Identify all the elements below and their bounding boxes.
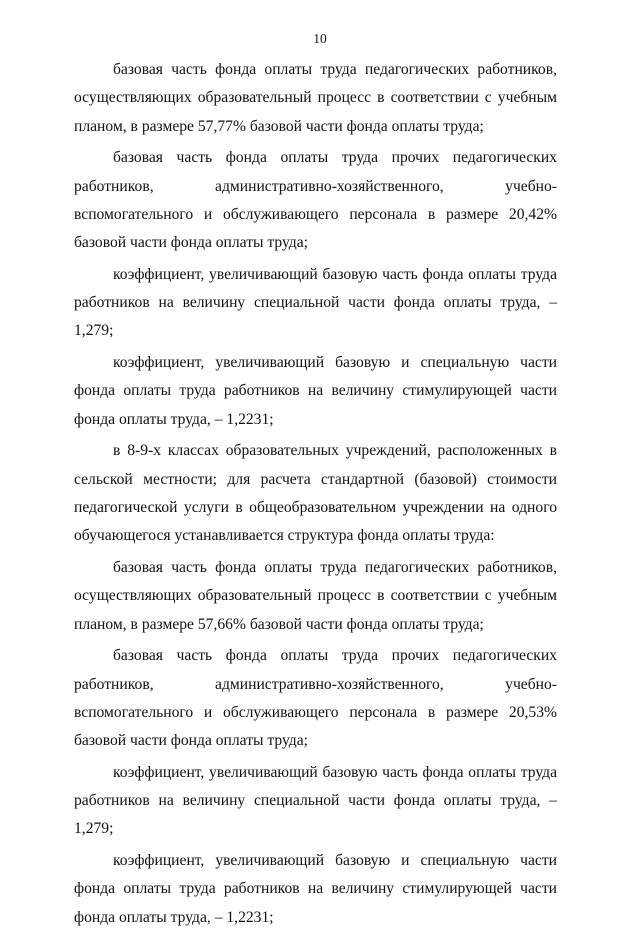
page-number: 10 bbox=[313, 31, 327, 46]
paragraph: коэффициент, увеличивающий базовую часть фонда оплаты труда работников на величину специальной части фонда оплаты труда, – 1,279; bbox=[74, 265, 557, 340]
document-body bbox=[74, 56, 557, 932]
paragraph: базовая часть фонда оплаты труда прочих педагогических работников, административно-хозяйственного, учебно-вспомогательного и обслуживающего персонала в размере 20,53% базовой части фонда оплаты труда; bbox=[74, 647, 557, 750]
paragraph: базовая часть фонда оплаты труда педагогических работников, осуществляющих образовательный процесс в соответствии с учебным планом, в размере 57,66% базовой части фонда оплаты труда; bbox=[74, 559, 557, 633]
paragraph: коэффициент, увеличивающий базовую и специальную части фонда оплаты труда работников на величину стимулирующей части фонда оплаты труда, – 1,2231; bbox=[74, 852, 557, 926]
paragraph: коэффициент, увеличивающий базовую часть фонда оплаты труда работников на величину специальной части фонда оплаты труда, – 1,279; bbox=[74, 763, 557, 838]
paragraph: базовая часть фонда оплаты труда прочих педагогических работников, административно-хозяйственного, учебно-вспомогательного и обслуживающего персонала в размере 20,42% базовой части фонда оплаты труда; bbox=[74, 149, 557, 252]
paragraph: базовая часть фонда оплаты труда педагогических работников, осуществляющих образовательный процесс в соответствии с учебным планом, в размере 57,77% базовой части фонда оплаты труда; bbox=[74, 61, 557, 135]
paragraph: в 8-9-х классах образовательных учреждений, расположенных в сельской местности; для расчета стандартной (базовой) стоимости педагогической услуги в общеобразовательном учреждении на одного обучающегося устанавливается структура фонда оплаты труда: bbox=[74, 442, 557, 545]
paragraph: коэффициент, увеличивающий базовую и специальную части фонда оплаты труда работников на величину стимулирующей части фонда оплаты труда, – 1,2231; bbox=[74, 354, 557, 428]
